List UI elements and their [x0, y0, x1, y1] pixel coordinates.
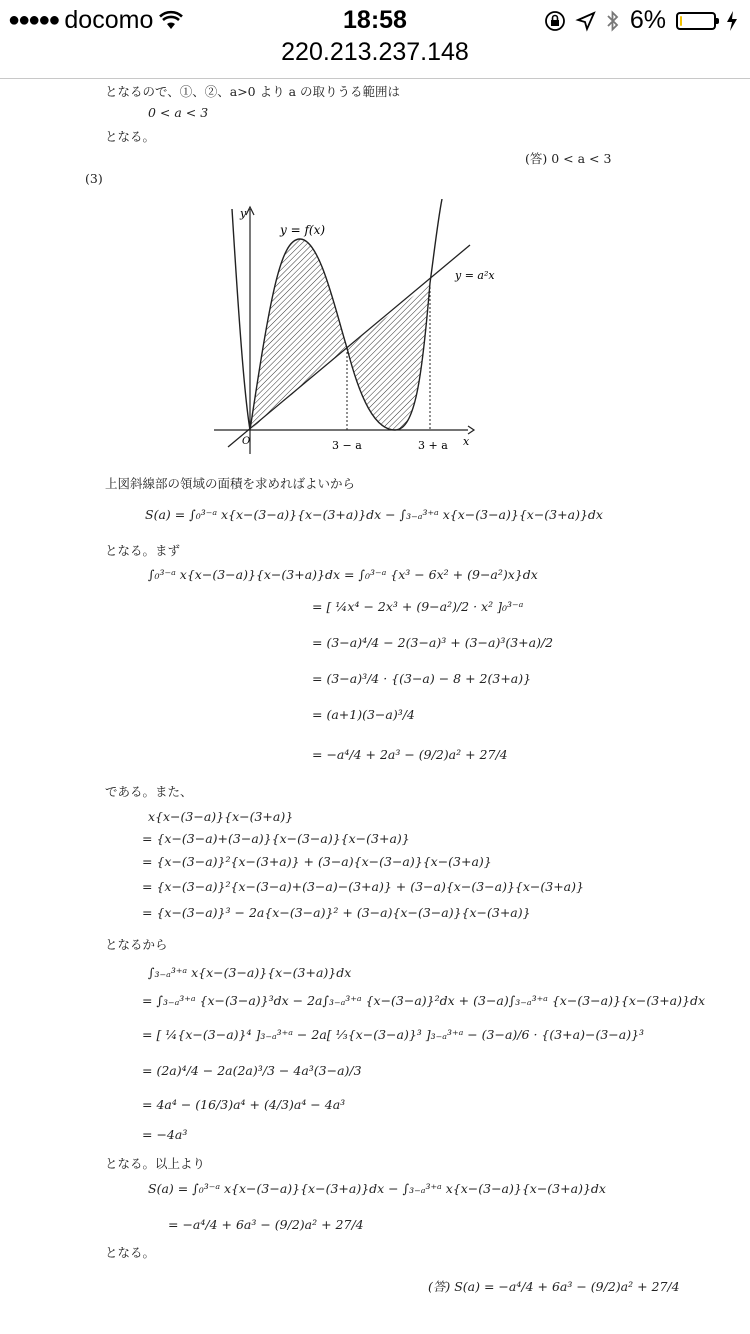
- part2-text-1: となるので、①、②、a>0 より a の取りうる範囲は: [105, 84, 401, 99]
- int2-line-3: = [ ¼{x−(3−a)}⁴ ]₃₋ₐ³⁺ᵃ − 2a[ ⅓{x−(3−a)}³ ]₃₋ₐ³⁺ᵃ − (3−a)/6 · {(3+a)−(3−a)}³: [142, 1027, 645, 1042]
- int2-line-4: = (2a)⁴/4 − 2a(2a)³/3 − 4a³(3−a)/3: [142, 1063, 362, 1078]
- origin-label: O: [242, 436, 251, 447]
- document-page: [0, 79, 750, 1334]
- int1-line-5: = (a+1)(3−a)³/4: [312, 707, 415, 722]
- x-axis-arrow: [468, 426, 474, 434]
- int2-line-5: = 4a⁴ − (16/3)a⁴ + (4/3)a⁴ − 4a³: [142, 1097, 346, 1112]
- shaded-region-right: [347, 283, 430, 430]
- x-axis-label: x: [463, 435, 470, 448]
- shaded-region-left: [250, 239, 347, 430]
- carrier-name: docomo: [64, 6, 154, 34]
- location-arrow-icon: [576, 11, 596, 31]
- int1-line-6: = −a⁴/4 + 2a³ − (9/2)a² + 27/4: [312, 747, 508, 762]
- text-ijou: となる。以上より: [105, 1156, 206, 1171]
- orientation-lock-icon: [544, 10, 566, 32]
- address-bar[interactable]: 220.213.237.148: [281, 38, 469, 66]
- int2-line-6: = −4a³: [142, 1127, 188, 1142]
- battery-percent: 6%: [629, 6, 666, 34]
- expand-line-2: = {x−(3−a)+(3−a)}{x−(3−a)}{x−(3+a)}: [142, 831, 410, 846]
- expand-line-4: = {x−(3−a)}²{x−(3−a)+(3−a)−(3+a)} + (3−a){x−(3−a)}{x−(3+a)}: [142, 879, 584, 894]
- equation-S: S(a) = ∫₀³⁻ᵃ x{x−(3−a)}{x−(3+a)}dx − ∫₃₋ₐ³⁺ᵃ x{x−(3−a)}{x−(3+a)}dx: [145, 507, 603, 522]
- expand-line-3: = {x−(3−a)}²{x−(3+a)} + (3−a){x−(3−a)}{x−(3+a)}: [142, 854, 492, 869]
- int2-line-1: ∫₃₋ₐ³⁺ᵃ x{x−(3−a)}{x−(3+a)}dx: [148, 965, 352, 980]
- signal-strength-icon: ●●●●●: [8, 9, 59, 31]
- line-label: y = a²x: [455, 269, 495, 282]
- part2-text-2: となる。: [105, 129, 156, 144]
- text-tonarukara: となるから: [105, 937, 168, 952]
- part3-label: (3): [85, 171, 103, 186]
- curve-label: y = f(x): [280, 223, 326, 237]
- text-mazu: となる。まず: [105, 543, 181, 558]
- y-axis-label: y: [240, 207, 247, 220]
- final-line-1: S(a) = ∫₀³⁻ᵃ x{x−(3−a)}{x−(3+a)}dx − ∫₃₋ₐ³⁺ᵃ x{x−(3−a)}{x−(3+a)}dx: [148, 1181, 606, 1196]
- final-line-2: = −a⁴/4 + 6a³ − (9/2)a² + 27/4: [168, 1217, 364, 1232]
- int1-line-2: = [ ¼x⁴ − 2x³ + (9−a²)/2 · x² ]₀³⁻ᵃ: [312, 599, 524, 614]
- tick-label-3-minus-a: 3 − a: [332, 439, 362, 452]
- int2-line-2: = ∫₃₋ₐ³⁺ᵃ {x−(3−a)}³dx − 2a∫₃₋ₐ³⁺ᵃ {x−(3−a)}²dx + (3−a)∫₃₋ₐ³⁺ᵃ {x−(3−a)}{x−(3+a)}dx: [142, 993, 706, 1008]
- final-answer: (答) S(a) = −a⁴/4 + 6a³ − (9/2)a² + 27/4: [428, 1279, 680, 1294]
- part2-answer: (答) 0 < a < 3: [525, 151, 612, 166]
- part3-intro: 上図斜線部の領域の面積を求めればよいから: [105, 476, 356, 491]
- text-mata: である。また、: [105, 784, 193, 799]
- clock: 18:58: [343, 6, 407, 34]
- int1-line-3: = (3−a)⁴/4 − 2(3−a)³ + (3−a)³(3+a)/2: [312, 635, 554, 650]
- text-tonaru-end: となる。: [105, 1245, 156, 1260]
- part2-range: 0 < a < 3: [148, 105, 209, 120]
- int1-line-4: = (3−a)³/4 · {(3−a) − 8 + 2(3+a)}: [312, 671, 532, 686]
- expand-line-1: x{x−(3−a)}{x−(3+a)}: [148, 809, 294, 824]
- expand-line-5: = {x−(3−a)}³ − 2a{x−(3−a)}² + (3−a){x−(3−a)}{x−(3+a)}: [142, 905, 531, 920]
- function-graph: [210, 199, 495, 459]
- battery-icon: [676, 12, 716, 30]
- int1-line-1: ∫₀³⁻ᵃ x{x−(3−a)}{x−(3+a)}dx = ∫₀³⁻ᵃ {x³ − 6x² + (9−a²)x}dx: [148, 567, 538, 582]
- bluetooth-icon: [606, 10, 620, 32]
- tick-label-3-plus-a: 3 + a: [418, 439, 448, 452]
- status-bar: [0, 0, 750, 40]
- charging-bolt-icon: [726, 11, 738, 31]
